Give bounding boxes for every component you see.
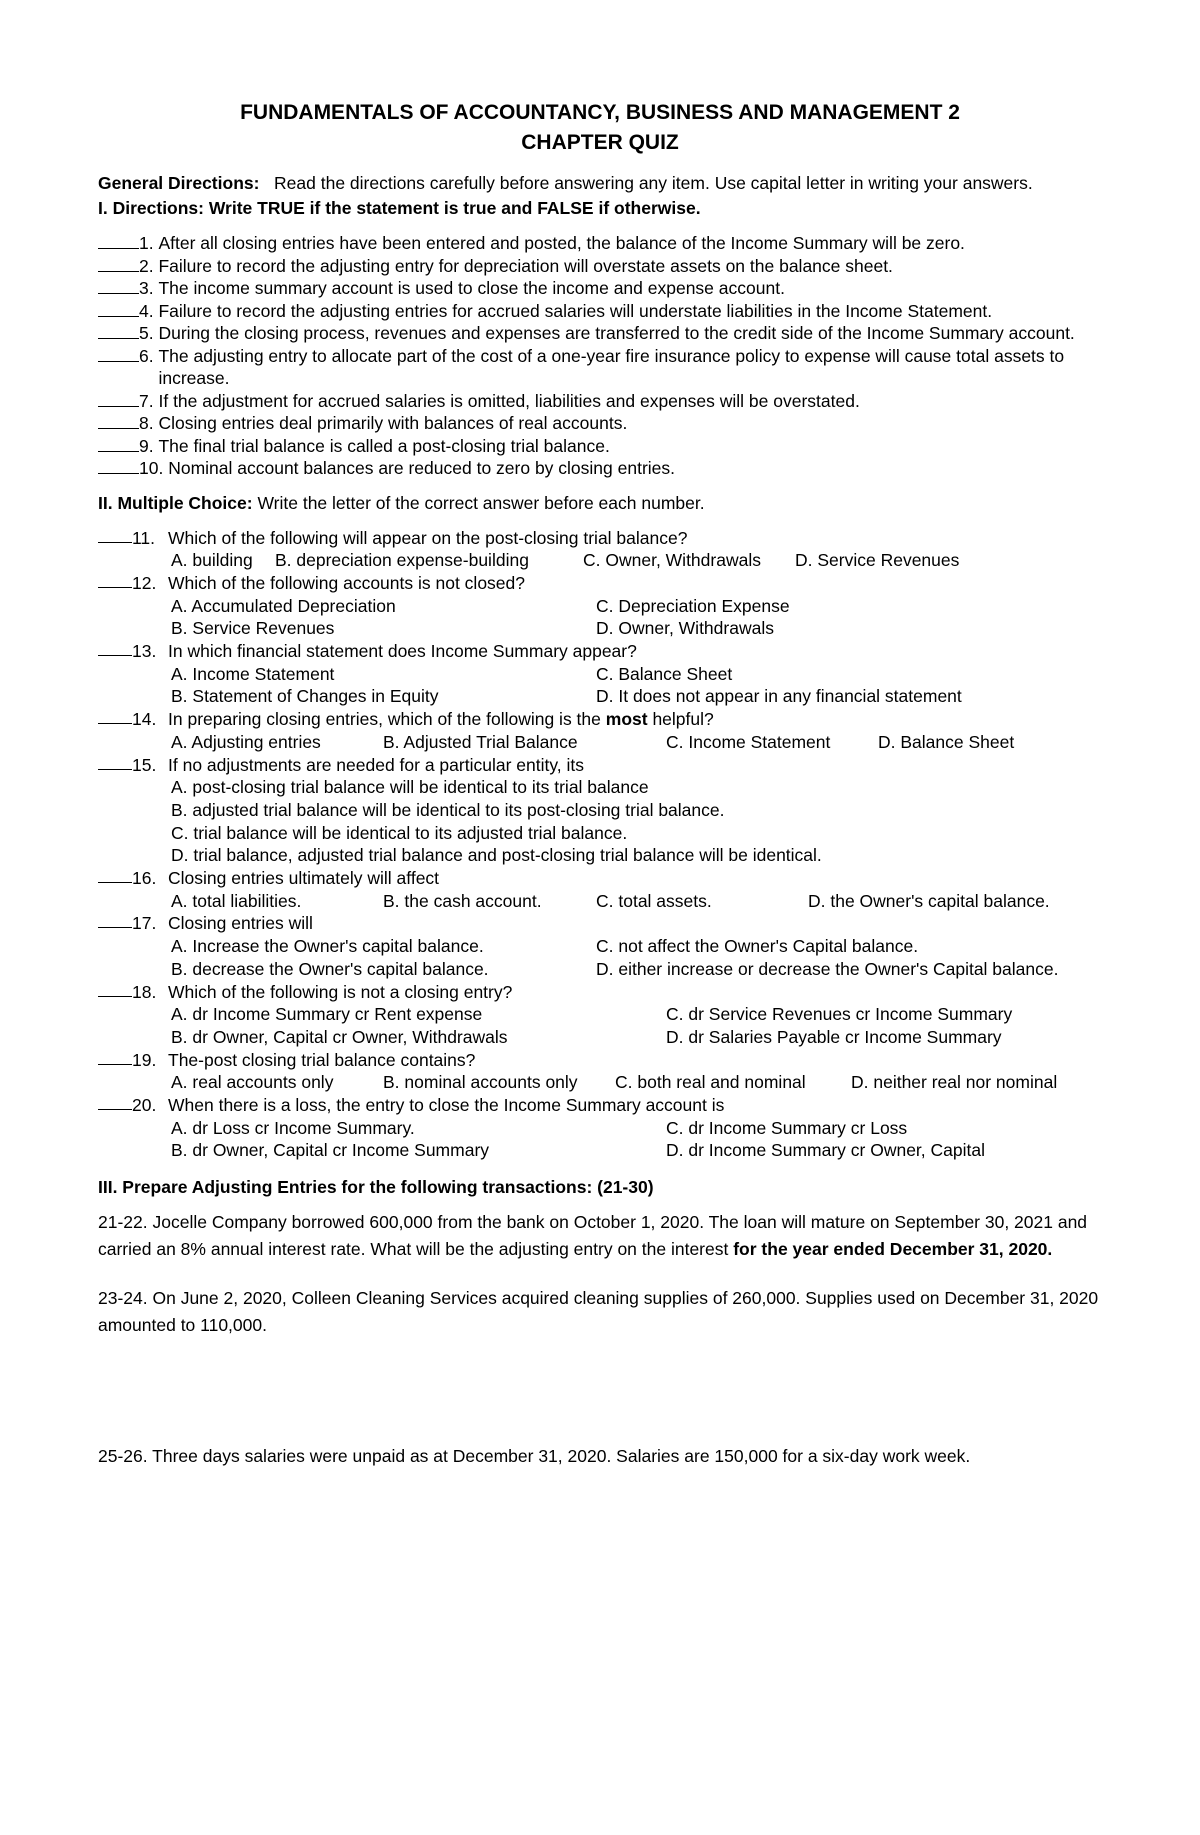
option-a: A. total liabilities.	[171, 890, 302, 911]
item-number: 5.	[139, 323, 154, 343]
mc-question	[98, 867, 1102, 890]
option-a: A. Accumulated Depreciation	[171, 595, 396, 616]
transaction-23-24: 23-24. On June 2, 2020, Colleen Cleaning Services acquired cleaning supplies of 260,000. Supplies used on December 31, 2020 amounted to 110,000.	[98, 1288, 1099, 1336]
part1-heading: I. Directions: Write TRUE if the statement is true and FALSE if otherwise.	[98, 198, 701, 218]
option-row	[98, 958, 1102, 981]
answer-blank[interactable]	[98, 346, 139, 362]
option-row	[98, 731, 1102, 754]
option-d: D. Balance Sheet	[878, 731, 1015, 752]
option-c: C. total assets.	[596, 890, 712, 911]
tf-item	[98, 435, 1102, 458]
question-text: The-post closing trial balance contains?	[168, 1049, 476, 1070]
question-text: In which financial statement does Income Summary appear?	[168, 641, 637, 662]
option-b: B. depreciation expense-building	[275, 550, 529, 571]
option-row	[98, 1003, 1102, 1026]
question-text	[168, 708, 714, 731]
option-b: B. adjusted trial balance will be identical to its post-closing trial balance.	[171, 799, 725, 820]
item-number: 6.	[139, 345, 154, 366]
tf-item	[98, 390, 1102, 413]
mc-question	[98, 708, 1102, 731]
general-directions-text: Read the directions carefully before answering any item. Use capital letter in writing your answers.	[274, 173, 1033, 193]
option-c: C. Owner, Withdrawals	[583, 550, 761, 571]
option-d: D. the Owner's capital balance.	[808, 890, 1050, 911]
part2-heading-label: II. Multiple Choice:	[98, 492, 253, 513]
question-emphasis: most	[605, 709, 648, 730]
item-text: During the closing process, revenues and expenses are transferred to the credit side of the Income Summary account.	[158, 323, 1075, 343]
option-row	[98, 595, 1102, 618]
mc-question	[98, 527, 1102, 550]
question-text: Closing entries will	[168, 913, 313, 934]
option-d: D. neither real nor nominal	[851, 1072, 1058, 1093]
answer-blank[interactable]	[98, 391, 139, 407]
mc-question	[98, 981, 1102, 1004]
option-b: B. the cash account.	[383, 890, 542, 911]
answer-blank[interactable]	[98, 912, 132, 928]
answer-blank[interactable]	[98, 981, 132, 997]
mc-question	[98, 572, 1102, 595]
mc-question	[98, 1094, 1102, 1117]
question-number: 18.	[132, 981, 157, 1002]
question-text: When there is a loss, the entry to close the Income Summary account is	[168, 1095, 725, 1116]
item-number: 9.	[139, 435, 154, 456]
question-text: Closing entries ultimately will affect	[168, 868, 440, 889]
option-row	[98, 663, 1102, 686]
answer-blank[interactable]	[98, 413, 139, 429]
question-number: 11.	[132, 527, 156, 548]
option-c: C. not affect the Owner's Capital balance.	[596, 936, 919, 957]
tf-item	[98, 300, 1102, 323]
tf-item	[98, 232, 1102, 255]
option-b: B. Service Revenues	[171, 618, 335, 639]
part2-heading	[98, 492, 1102, 515]
option-a: A. real accounts only	[171, 1072, 334, 1093]
item-number: 3.	[139, 278, 154, 298]
transaction-emphasis: for the year ended December 31, 2020.	[733, 1239, 1053, 1260]
answer-blank[interactable]	[98, 436, 139, 452]
answer-blank[interactable]	[98, 458, 139, 474]
transaction-25-26: 25-26. Three days salaries were unpaid as at December 31, 2020. Salaries are 150,000 for a six-day work week.	[98, 1446, 971, 1467]
transaction-21-22	[98, 1209, 1102, 1263]
item-number: 10.	[139, 458, 164, 478]
option-b: B. nominal accounts only	[383, 1072, 578, 1093]
answer-blank[interactable]	[98, 1049, 132, 1065]
question-text: If no adjustments are needed for a particular entity, its	[168, 754, 585, 775]
question-number: 20.	[132, 1095, 157, 1116]
mc-question	[98, 640, 1102, 663]
option-c: C. trial balance will be identical to its adjusted trial balance.	[171, 822, 628, 843]
tf-item	[98, 322, 1102, 345]
document-title: FUNDAMENTALS OF ACCOUNTANCY, BUSINESS AND MANAGEMENT 2	[240, 101, 960, 124]
option-row	[98, 685, 1102, 708]
option-row	[98, 549, 1102, 572]
option-row	[98, 890, 1102, 913]
answer-blank[interactable]	[98, 233, 139, 249]
item-text: Failure to record the adjusting entry for depreciation will overstate assets on the balance sheet.	[158, 255, 893, 276]
option-b: B. Adjusted Trial Balance	[383, 731, 578, 752]
item-number: 2.	[139, 255, 154, 276]
answer-blank[interactable]	[98, 572, 132, 588]
option-d: D. It does not appear in any financial statement	[596, 686, 962, 707]
answer-blank[interactable]	[98, 640, 132, 656]
option-a: A. Adjusting entries	[171, 731, 321, 752]
mc-question	[98, 912, 1102, 935]
answer-blank[interactable]	[98, 323, 139, 339]
tf-item	[98, 457, 1102, 480]
item-text: Failure to record the adjusting entries for accrued salaries will understate liabilities in the Income Statement.	[158, 300, 993, 321]
answer-blank[interactable]	[98, 708, 132, 724]
option-b: B. decrease the Owner's capital balance.	[171, 958, 489, 979]
option-c: C. Income Statement	[666, 731, 831, 752]
tf-item	[98, 277, 1102, 300]
option-row	[98, 822, 1102, 845]
general-directions-label: General Directions:	[98, 173, 260, 193]
option-row	[98, 1071, 1102, 1094]
question-number: 15.	[132, 754, 157, 775]
option-d: D. trial balance, adjusted trial balance and post-closing trial balance will be identical.	[171, 845, 822, 866]
general-directions	[98, 172, 1102, 195]
item-text: Nominal account balances are reduced to zero by closing entries.	[168, 458, 676, 478]
item-text: If the adjustment for accrued salaries is omitted, liabilities and expenses will be overstated.	[158, 390, 860, 411]
option-row	[98, 1139, 1102, 1162]
option-b: B. dr Owner, Capital cr Owner, Withdrawals	[171, 1026, 508, 1047]
option-d: D. either increase or decrease the Owner's Capital balance.	[596, 958, 1059, 979]
option-row	[98, 799, 1102, 822]
part2-heading-text: Write the letter of the correct answer before each number.	[257, 492, 705, 513]
question-number: 14.	[132, 709, 157, 730]
answer-blank[interactable]	[98, 301, 139, 317]
item-text: The final trial balance is called a post-closing trial balance.	[158, 435, 610, 456]
option-row	[98, 776, 1102, 799]
mc-question	[98, 1049, 1102, 1072]
option-a: A. Increase the Owner's capital balance.	[171, 936, 484, 957]
question-text: Which of the following accounts is not closed?	[168, 572, 525, 593]
question-text-start: In preparing closing entries, which of the following is the	[168, 709, 601, 730]
answer-blank[interactable]	[98, 278, 139, 294]
option-d: D. Service Revenues	[795, 550, 960, 571]
question-text: Which of the following is not a closing entry?	[168, 981, 513, 1002]
option-c: C. Balance Sheet	[596, 663, 733, 684]
item-number: 7.	[139, 390, 154, 411]
multiple-choice-list	[98, 527, 1102, 1163]
option-c: C. dr Service Revenues cr Income Summary	[666, 1004, 1013, 1025]
item-number: 1.	[139, 233, 154, 253]
item-number: 4.	[139, 300, 154, 321]
question-number: 19.	[132, 1049, 157, 1070]
option-d: D. dr Salaries Payable cr Income Summary	[666, 1026, 1002, 1047]
option-row	[98, 935, 1102, 958]
document-subtitle: CHAPTER QUIZ	[521, 131, 679, 154]
tf-item	[98, 255, 1102, 278]
answer-blank[interactable]	[98, 867, 132, 883]
option-b: B. dr Owner, Capital cr Income Summary	[171, 1140, 490, 1161]
question-text-end: helpful?	[652, 709, 714, 730]
item-text: The income summary account is used to close the income and expense account.	[158, 278, 785, 298]
option-a: A. dr Income Summary cr Rent expense	[171, 1004, 483, 1025]
question-text: Which of the following will appear on the post-closing trial balance?	[168, 527, 688, 548]
option-a: A. dr Loss cr Income Summary.	[171, 1117, 415, 1138]
answer-blank[interactable]	[98, 754, 132, 770]
item-text: After all closing entries have been entered and posted, the balance of the Income Summary will be zero.	[158, 233, 965, 253]
answer-blank[interactable]	[98, 527, 132, 543]
question-number: 12.	[132, 572, 157, 593]
option-c: C. Depreciation Expense	[596, 595, 790, 616]
answer-space[interactable]	[98, 1339, 1102, 1433]
option-c: C. dr Income Summary cr Loss	[666, 1117, 908, 1138]
tf-item	[98, 412, 1102, 435]
item-number: 8.	[139, 413, 154, 433]
answer-blank[interactable]	[98, 256, 139, 272]
item-text: The adjusting entry to allocate part of the cost of a one-year fire insurance policy to expense will cause total assets to increase.	[158, 345, 1065, 388]
option-a: A. building	[171, 550, 253, 571]
part3-heading: III. Prepare Adjusting Entries for the following transactions: (21-30)	[98, 1177, 654, 1198]
option-row	[98, 617, 1102, 640]
question-number: 16.	[132, 868, 157, 889]
option-c: C. both real and nominal	[615, 1072, 806, 1093]
answer-blank[interactable]	[98, 1094, 132, 1110]
option-b: B. Statement of Changes in Equity	[171, 686, 439, 707]
option-a: A. post-closing trial balance will be identical to its trial balance	[171, 777, 649, 798]
question-number: 17.	[132, 913, 157, 934]
option-d: D. dr Income Summary cr Owner, Capital	[666, 1140, 985, 1161]
option-d: D. Owner, Withdrawals	[596, 618, 774, 639]
tf-item	[98, 345, 1102, 390]
option-a: A. Income Statement	[171, 663, 335, 684]
option-row	[98, 844, 1102, 867]
transaction-text: 21-22. Jocelle Company borrowed 600,000 from the bank on October 1, 2020. The loan will mature on September 30, 2021 and carried an 8% annual interest rate. What will be the adjusting entry on the interest	[98, 1212, 1088, 1260]
option-row	[98, 1117, 1102, 1140]
option-row	[98, 1026, 1102, 1049]
true-false-list	[98, 232, 1102, 480]
item-text: Closing entries deal primarily with balances of real accounts.	[158, 413, 628, 433]
question-number: 13.	[132, 641, 157, 662]
mc-question	[98, 754, 1102, 777]
